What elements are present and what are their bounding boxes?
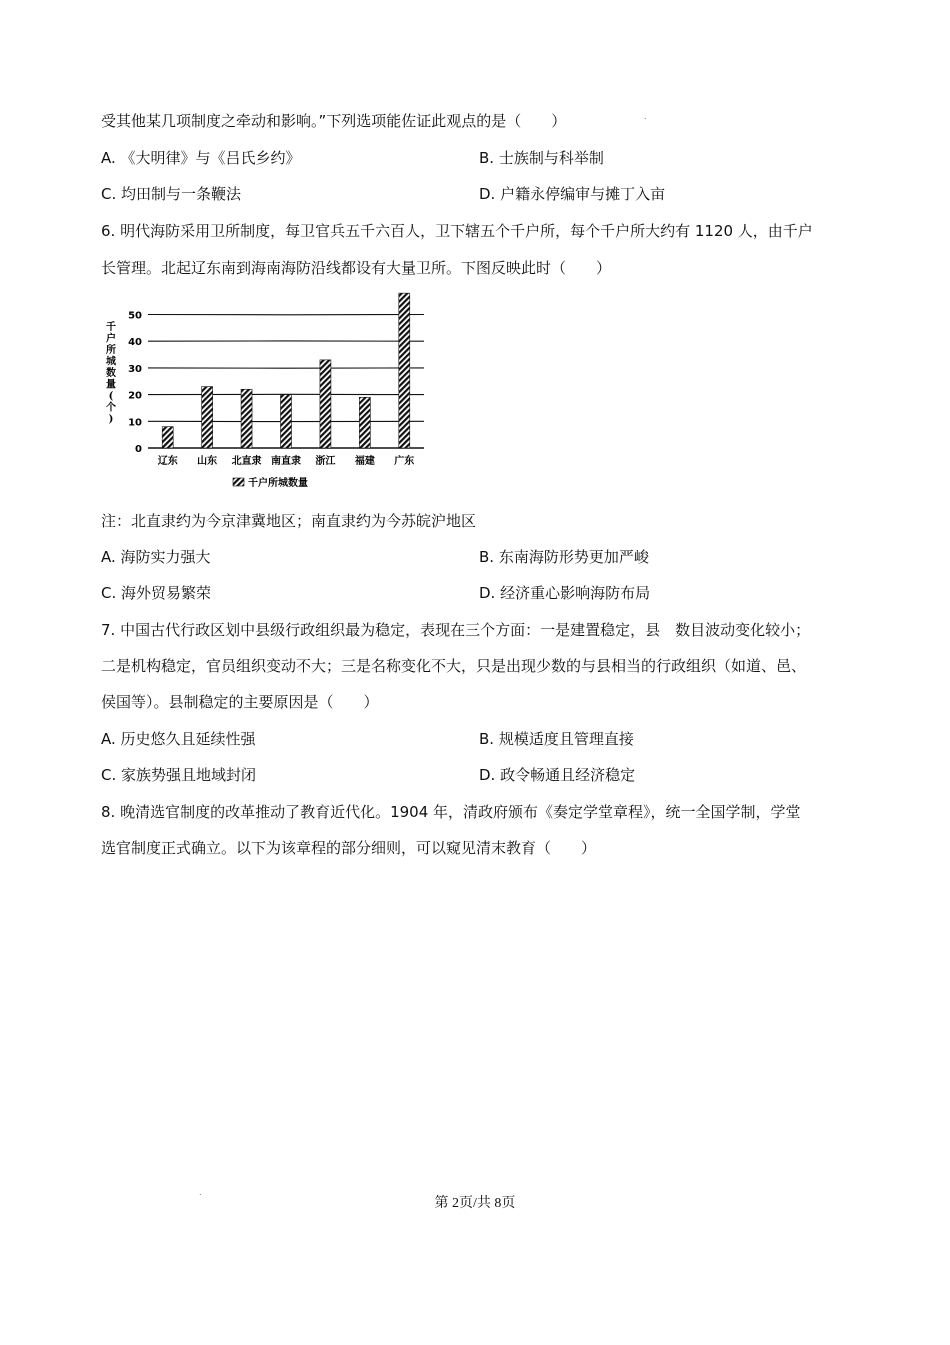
- bar-chart: [98, 290, 438, 500]
- q5-option-b: B. 士族制与科举制: [479, 149, 604, 167]
- legend-label: 千户所城数量: [248, 478, 308, 489]
- x-tick-label: 辽东: [157, 456, 178, 467]
- chart-bars: [162, 293, 410, 448]
- q6-option-d: D. 经济重心影响海防布局: [479, 584, 651, 602]
- y-tick-label: 20: [128, 390, 142, 402]
- q6-option-a: A. 海防实力强大: [101, 548, 211, 566]
- q7-option-a: A. 历史悠久且延续性强: [101, 730, 256, 748]
- chart-y-ticks: [128, 311, 142, 456]
- bar-浙江: [320, 360, 331, 448]
- bar-南直隶: [281, 395, 292, 448]
- q5-stem-tail: 受其他某几项制度之牵动和影响。”下列选项能佐证此观点的是（ ）: [101, 112, 567, 130]
- y-axis-label-char: 城: [106, 356, 116, 368]
- y-axis-label-char: ): [108, 414, 114, 425]
- y-axis-label-char: (: [108, 391, 114, 402]
- q7-stem-line1: 7. 中国古代行政区划中县级行政组织最为稳定，表现在三个方面：一是建置稳定，县 数目波动变化较小；: [101, 621, 811, 639]
- y-axis-label-char: 所: [106, 345, 116, 356]
- y-axis-label-char: 户: [106, 333, 116, 345]
- q5-option-c: C. 均田制与一条鞭法: [101, 185, 242, 203]
- q7-stem-line3: 侯国等）。县制稳定的主要原因是（ ）: [101, 693, 379, 711]
- x-tick-label: 山东: [197, 456, 218, 467]
- page-footer: 第 2页/共 8页: [434, 1196, 516, 1211]
- y-tick-label: 10: [128, 417, 142, 429]
- y-axis-label-char: 量: [106, 379, 116, 391]
- bar-山东: [202, 387, 213, 448]
- y-tick-label: 30: [128, 363, 142, 375]
- y-tick-label: 40: [128, 337, 142, 349]
- legend-swatch: [233, 478, 244, 486]
- bar-福建: [359, 397, 370, 448]
- chart-x-ticks: [158, 454, 415, 467]
- y-tick-label: 0: [135, 444, 142, 455]
- q7-stem-line2: 二是机构稳定，官员组织变动不大；三是名称变化不大，只是出现少数的与县相当的行政组织（如道、邑、: [101, 657, 807, 675]
- q6-note: 注：北直隶约为今京津冀地区；南直隶约为今苏皖沪地区: [101, 512, 477, 530]
- q8-stem-line2: 选官制度正式确立。以下为该章程的部分细则，可以窥见清末教育（ ）: [101, 839, 597, 857]
- speck-mark: .: [644, 112, 647, 121]
- q6-option-c: C. 海外贸易繁荣: [101, 584, 212, 602]
- y-axis-label-char: 个: [106, 402, 116, 414]
- speck-mark: .: [199, 1188, 202, 1197]
- x-tick-label: 广东: [394, 456, 415, 467]
- bar-辽东: [162, 427, 173, 448]
- q8-stem-line1: 8. 晚清选官制度的改革推动了教育近代化。1904 年，清政府颁布《奏定学堂章程》，统一全国学制，学堂: [101, 803, 801, 821]
- y-tick-label: 50: [128, 310, 142, 322]
- q5-option-d: D. 户籍永停编审与摊丁入亩: [479, 185, 666, 203]
- q5-option-a: A. 《大明律》与《吕氏乡约》: [101, 149, 301, 167]
- q6-stem-line2: 长管理。北起辽东南到海南海防沿线都设有大量卫所。下图反映此时（ ）: [101, 259, 612, 277]
- x-tick-label: 南直隶: [271, 456, 301, 467]
- q6-stem-line1: 6. 明代海防采用卫所制度，每卫官兵五千六百人，卫下辖五个千户所，每个千户所大约有 1120 人，由千户: [101, 222, 813, 240]
- q6-option-b: B. 东南海防形势更加严峻: [479, 548, 649, 566]
- x-tick-label: 浙江: [315, 456, 336, 467]
- chart-y-label: [106, 320, 117, 425]
- bar-北直隶: [241, 389, 252, 448]
- y-axis-label-char: 千: [106, 322, 116, 333]
- x-tick-label: 北直隶: [231, 456, 262, 467]
- q7-option-c: C. 家族势强且地域封闭: [101, 766, 257, 784]
- y-axis-label-char: 数: [106, 368, 116, 379]
- bar-广东: [399, 293, 410, 448]
- q7-option-d: D. 政令畅通且经济稳定: [479, 766, 636, 784]
- q7-option-b: B. 规模适度且管理直接: [479, 730, 634, 748]
- x-tick-label: 福建: [354, 456, 375, 467]
- chart-legend: [233, 476, 308, 489]
